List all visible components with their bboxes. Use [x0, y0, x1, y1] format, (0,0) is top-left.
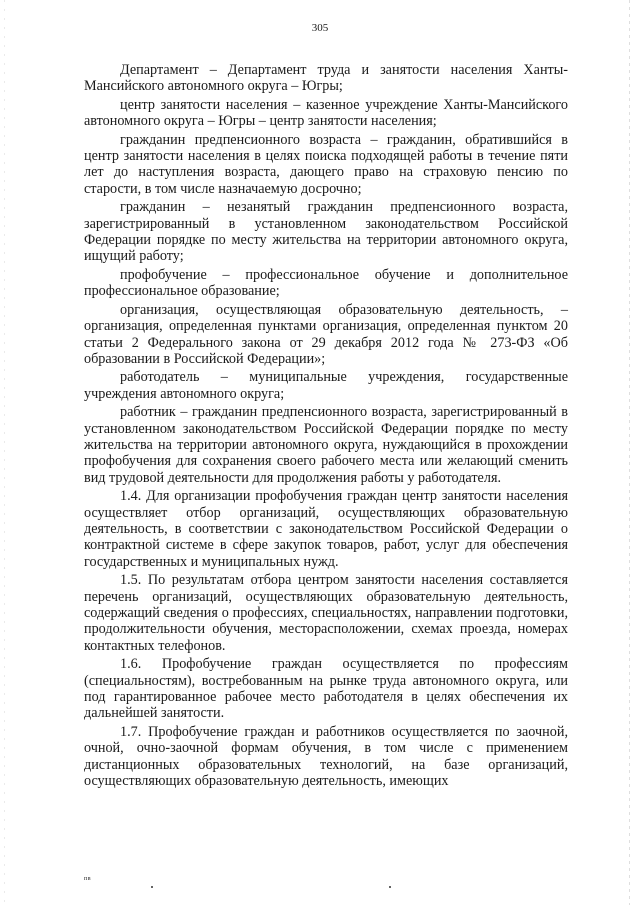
- page-number: 305: [311, 22, 329, 34]
- document-body: [84, 62, 568, 791]
- clause-1-4: 1.4. Для организации профобучения граждан центр занятости населения осуществляет отбор организаций, осуществляющих образовательную деятельность, в соответствии с законодательством Российской Федерации о контрактной системе в сфере закупок товаров, работ, услуг для обеспечения государственных и муниципальных нужд.: [84, 488, 568, 570]
- definition-employee: работник – гражданин предпенсионного возраста, зарегистрированный в установленном законодательством Российской Федерации порядке по месту жительства на территории автономного округа, нуждающийся в прохождении профобучения для сохранения своего рабочего места или желающий сменить вид трудовой деятельности для продолжения работы у работодателя.: [84, 404, 568, 486]
- definition-pre-pension-citizen: гражданин предпенсионного возраста – гражданин, обратившийся в центр занятости населения в целях поиска подходящей работы в течение пяти лет до наступления возраста, дающего право на страховую пенсию по старости, в том числе назначаемую досрочно;: [84, 131, 568, 197]
- clause-1-7: 1.7. Профобучение граждан и работников осуществляется по заочной, очной, очно-заочной формам обучения, в том числе с применением дистанционных образовательных технологий, на базе организаций, осуществляющих образовательную деятельность, имеющих: [84, 723, 568, 790]
- scan-edge-right: [629, 0, 630, 905]
- definition-employment-center: центр занятости населения – казенное учреждение Ханты-Мансийского автономного округа – Югры – центр занятости населения;: [84, 96, 568, 130]
- scan-dot: [151, 886, 153, 888]
- definition-training: профобучение – профессиональное обучение и дополнительное профессиональное образование;: [84, 266, 568, 300]
- footer-mark: пв: [84, 876, 92, 882]
- scan-dot: [389, 886, 391, 888]
- definition-citizen: гражданин – незанятый гражданин предпенсионного возраста, зарегистрированный в установленном законодательством Российской Федерации порядке по месту жительства на территории автономного округа, ищущий работу;: [84, 199, 568, 265]
- definition-employer: работодатель – муниципальные учреждения, государственные учреждения автономного округа;: [84, 369, 568, 402]
- definition-educational-organization: организация, осуществляющая образовательную деятельность, – организация, определенная пунктами организация, определенная пунктом 20 статьи 2 Федерального закона от 29 декабря 2012 года № 273-ФЗ «Об образовании в Российской Федерации»;: [84, 301, 568, 367]
- scan-edge-left: [4, 0, 5, 905]
- clause-1-6: 1.6. Профобучение граждан осуществляется по профессиям (специальностям), востребованным на рынке труда автономного округа, или под гарантированное рабочее место работодателя в целях обеспечения их дальнейшей занятости.: [84, 656, 568, 722]
- definition-department: Департамент – Департамент труда и занятости населения Ханты-Мансийского автономного округа – Югры;: [84, 62, 568, 95]
- clause-1-5: 1.5. По результатам отбора центром занятости населения составляется перечень организаций, осуществляющих образовательную деятельность, содержащий сведения о профессиях, специальностях, направлении подготовки, продолжительности обучения, месторасположении, схемах проезда, номерах контактных телефонов.: [84, 572, 568, 654]
